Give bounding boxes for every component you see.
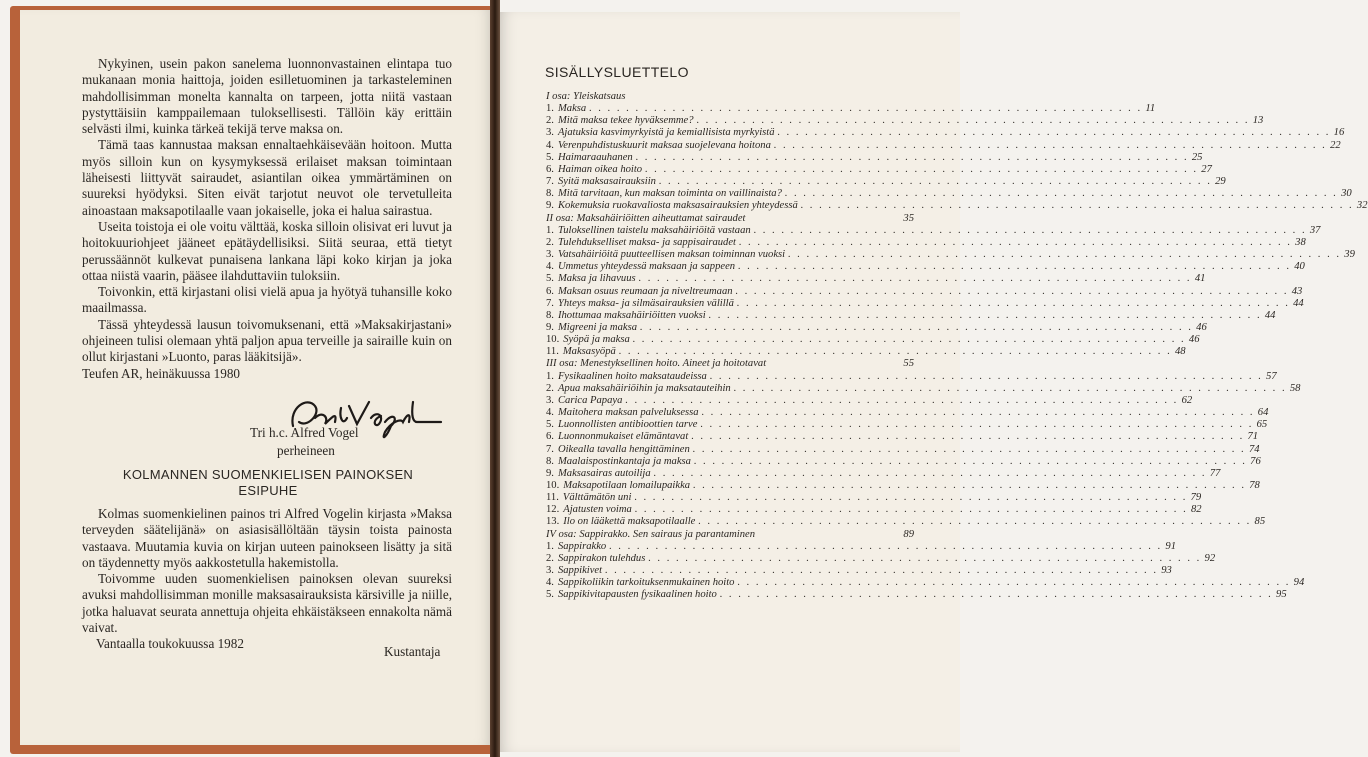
toc-leader-dots (734, 577, 1290, 589)
toc-entry-label: Maksapotilaan lomailupaikka (563, 480, 691, 491)
toc-page-number: 76 (1250, 455, 1261, 467)
toc-page-number: 95 (1276, 589, 1287, 601)
toc-entry-number: 7. (546, 176, 554, 188)
toc-entry-number: 11. (546, 346, 559, 358)
toc-entry-row (546, 419, 1268, 431)
toc-leader-dots (775, 127, 1331, 139)
toc-leader-dots (622, 395, 1178, 407)
toc-entry-label: Ajatuksia kasvimyrkyistä ja kemiallisista myrkyistä (557, 127, 775, 139)
table-of-contents (546, 91, 1368, 602)
toc-entry-row (546, 565, 1172, 577)
toc-entry-number: 4. (546, 261, 554, 273)
toc-entry-row (546, 346, 1186, 358)
toc-entry-label: Haimaraauhanen (557, 151, 633, 163)
toc-page-number: 92 (1204, 552, 1216, 564)
toc-entry-number: 5. (546, 419, 554, 431)
toc-entry-label: Mitä maksa tekee hyväksemme? (557, 115, 694, 127)
toc-leader-dots (636, 273, 1192, 285)
toc-page-number: 55 (903, 358, 914, 370)
book-gutter (490, 0, 500, 757)
toc-entry-row (546, 273, 1206, 285)
signature-name: Tri h.c. Alfred Vogel (250, 425, 359, 440)
toc-entry-number: 1. (546, 370, 554, 382)
third-edition-body (82, 506, 452, 653)
toc-entry-number: 1. (546, 224, 554, 236)
toc-leader-dots (602, 565, 1158, 577)
toc-entry-label: III osa: Menestyksellinen hoito. Aineet ja hoitotavat (546, 358, 767, 370)
toc-entry-label: I osa: Yleiskatsaus (546, 91, 626, 102)
toc-entry-number: 7. (546, 443, 554, 455)
toc-leader-dots (771, 140, 1327, 152)
foreword-paragraph-3: Useita toistoja ei ole voitu välttää, koska silloin olisivat eri luvut ja hoitokuuriohjeet jääneet epätäydellisiksi. Siitä seuraa, että tietyt perussäännöt kulkevat punaisena lankana läpi koko kirjan ja joka ottaa niistä vaarin, pääsee ilahduttaviin tuloksiin. (82, 218, 452, 283)
toc-entry-label: Fysikaalinen hoito maksataudeissa (557, 370, 707, 382)
toc-page-number: 41 (1194, 273, 1206, 285)
toc-entry-number: 2. (546, 115, 554, 127)
toc-entry-row (546, 492, 1202, 504)
toc-entry-label: Sappikivitapausten fysikaalinen hoito (557, 589, 717, 601)
toc-entry-label: Apua maksahäiriöihin ja maksatauteihin (557, 382, 731, 394)
toc-entry-row (546, 516, 1266, 528)
toc-entry-label: Luonnonmukaiset elämäntavat (557, 431, 689, 443)
foreword-paragraph-4: Toivonkin, että kirjastani olisi vielä apua ja hyötyä tuhansille koko maailmassa. (82, 284, 452, 316)
foreword-body (82, 56, 452, 382)
toc-entry-label: Välttämätön uni (562, 492, 632, 504)
toc-entry-label: Yhteys maksa- ja silmäsairauksien välillä (557, 297, 734, 309)
toc-entry-number: 4. (546, 407, 554, 419)
toc-page-number: 27 (1201, 163, 1212, 175)
toc-entry-number: 1. (546, 540, 554, 552)
toc-entry-row (546, 200, 1368, 212)
toc-leader-dots (717, 589, 1273, 601)
toc-entry-row (546, 577, 1305, 589)
toc-entry-row (546, 394, 1193, 407)
third-edition-heading-line2: ESIPUHE (238, 483, 298, 498)
toc-entry-label: Syöpä ja maksa (563, 334, 630, 346)
toc-page-number: 77 (1209, 467, 1221, 479)
toc-page-number: 78 (1249, 480, 1260, 491)
toc-entry-row (546, 224, 1321, 237)
toc-entry-label: IV osa: Sappirakko. Sen sairaus ja parantaminen (546, 528, 756, 540)
toc-entry-number: 9. (546, 467, 554, 479)
toc-entry-row (546, 139, 1341, 152)
foreword-paragraph-5: Tässä yhteydessä lausun toivomuksenani, että »Maksakirjastani» ohjeineen tulisi olemaan yhtä paljon apua terveille ja sairaille kuin on ollut kirjastani »Luonto, paras lääkitsijä». (82, 316, 452, 365)
toc-page-number: 32 (1356, 200, 1368, 212)
third-edition-heading (82, 467, 454, 499)
toc-entry-label: Sappikoliikin tarkoituksenmukainen hoito (557, 577, 735, 589)
toc-page-number: 94 (1293, 577, 1305, 589)
toc-page-number: 58 (1289, 382, 1301, 394)
toc-leader-dots (798, 200, 1354, 212)
toc-entry-number: 3. (546, 249, 554, 261)
toc-page-number: 38 (1295, 236, 1306, 248)
toc-entry-row (546, 407, 1269, 419)
toc-leader-dots (707, 371, 1263, 383)
toc-page-number: 46 (1188, 334, 1200, 346)
toc-entry-row (546, 176, 1226, 188)
toc-leader-dots (694, 115, 1250, 127)
toc-entry-label: Luonnollisten antibioottien tarve (557, 419, 698, 431)
toc-page-number: 37 (1309, 224, 1321, 236)
toc-entry-number: 6. (546, 285, 554, 297)
toc-entry-number: 10. (546, 480, 560, 491)
toc-entry-row (546, 443, 1260, 456)
toc-entry-row (546, 188, 1352, 200)
toc-entry-label: Mitä tarvitaan, kun maksan toiminta on vaillinaista? (557, 188, 782, 200)
toc-leader-dots (630, 334, 1186, 346)
third-edition-heading-line1: KOLMANNEN SUOMENKIELISEN PAINOKSEN (122, 467, 414, 482)
toc-page-number: 93 (1161, 565, 1172, 577)
toc-entry-label: Maksan osuus reumaan ja niveltreumaan (557, 285, 733, 297)
toc-leader-dots (637, 322, 1193, 334)
toc-page-number: 82 (1190, 504, 1202, 516)
toc-page-number: 64 (1257, 407, 1269, 419)
toc-leader-dots (735, 261, 1291, 273)
toc-entry-label: Syitä maksasairauksiin (557, 176, 656, 188)
toc-title: SISÄLLYSLUETTELO (545, 64, 689, 80)
toc-entry-label: Maksasyöpä (562, 346, 616, 358)
toc-entry-number: 2. (546, 236, 554, 248)
toc-leader-dots (782, 188, 1338, 200)
toc-entry-row (546, 334, 1200, 346)
toc-leader-dots (642, 164, 1198, 176)
third-edition-paragraph-1: Kolmas suomenkielinen painos tri Alfred Vogelin kirjasta »Maksa terveyden säätelijänä» on asiasisällöltään täysin toista painosta vastaava. Muutamia kuvia on kirjan uuteen painokseen lisätty ja sitä on täydennetty myös aakkostetulla hakemistolla. (82, 506, 452, 570)
toc-entry-number: 2. (546, 382, 554, 394)
toc-part-row (546, 91, 914, 103)
toc-entry-number: 8. (546, 309, 554, 321)
toc-leader-dots (734, 298, 1290, 310)
toc-entry-number: 3. (546, 127, 554, 139)
toc-entry-number: 12. (546, 504, 560, 516)
toc-entry-label: Tulehdukselliset maksa- ja sappisairaudet (557, 236, 736, 248)
toc-leader-dots (645, 553, 1201, 565)
toc-leader-dots (785, 249, 1341, 261)
toc-entry-row (546, 552, 1216, 565)
foreword-paragraph-2: Tämä taas kannustaa maksan ennaltaehkäisevään hoitoon. Mutta myös silloin kun on kysymyksessä erilaiset maksan toimintaan läheisesti liittyvät sairaudet, asiantilan oikea ymmärtäminen on suureksi hyödyksi. Siten eivät tarjotut neuvot ole tervetulleita ainoastaan maksapotilaalle vaan jokaiselle, joka ei halua sairastua. (82, 137, 452, 218)
foreword-paragraph-1: Nykyinen, usein pakon sanelema luonnonvastainen elintapa tuo mukanaan monia haittoja, joiden esilletuominen ja tarkasteleminen mahdollisimman monelta kannalta on tarpeen, jotta niitä vastaan pystyttäisiin kamppailemaan tuloksellisesti. Tällöin käy erittäin selvästi ilmi, kuinka tärkeä tekijä terve maksa on. (82, 56, 452, 137)
toc-leader-dots (695, 516, 1251, 528)
toc-page-number: 22 (1330, 139, 1341, 151)
toc-page-number: 85 (1254, 516, 1266, 528)
toc-entry-number: 6. (546, 431, 554, 443)
toc-entry-label: Maksa (557, 103, 587, 115)
toc-entry-row (546, 261, 1305, 273)
toc-entry-label: Kokemuksia ruokavaliosta maksasairauksien yhteydessä (557, 200, 798, 212)
toc-entry-number: 5. (546, 589, 554, 601)
toc-entry-number: 11. (546, 492, 559, 504)
toc-page-number: 44 (1293, 297, 1304, 309)
toc-page-number: 57 (1266, 370, 1277, 382)
toc-entry-row (546, 431, 1259, 443)
toc-entry-label: Carica Papaya (557, 394, 623, 406)
toc-entry-label: Maalaispostinkantaja ja maksa (557, 455, 691, 467)
toc-entry-label: Sappirakon tulehdus (557, 552, 646, 564)
toc-entry-number: 6. (546, 163, 554, 175)
toc-entry-label: Ihottumaa maksahäiriöitten vuoksi (557, 309, 706, 321)
toc-entry-row (546, 115, 1264, 127)
toc-page-number: 89 (903, 528, 914, 540)
toc-page-number: 39 (1344, 249, 1355, 261)
toc-entry-row (546, 455, 1261, 468)
toc-leader-dots (690, 480, 1246, 492)
toc-entry-label: Ilo on lääkettä maksapotilaalle (563, 516, 696, 528)
toc-page-number: 25 (1191, 151, 1203, 163)
toc-entry-row (546, 540, 1176, 553)
toc-entry-number: 2. (546, 552, 554, 564)
toc-entry-row (546, 321, 1207, 334)
toc-entry-label: Ajatusten voima (563, 504, 632, 516)
toc-leader-dots (631, 492, 1187, 504)
toc-entry-number: 10. (546, 334, 560, 346)
toc-page-number: 48 (1175, 346, 1186, 358)
toc-entry-row (546, 480, 1260, 492)
toc-entry-row (546, 249, 1355, 261)
toc-page-number: 74 (1248, 443, 1260, 455)
toc-leader-dots (633, 152, 1189, 164)
toc-page-number: 30 (1341, 188, 1352, 200)
toc-entry-row (546, 370, 1277, 383)
toc-leader-dots (586, 103, 1142, 115)
toc-page-number: 46 (1196, 321, 1207, 333)
toc-entry-number: 4. (546, 577, 554, 589)
toc-entry-label: Ummetus yhteydessä maksaan ja sappeen (557, 261, 736, 273)
toc-entry-number: 13. (546, 516, 560, 528)
toc-leader-dots (699, 407, 1255, 419)
toc-entry-row (546, 285, 1303, 298)
toc-entry-number: 5. (546, 151, 554, 163)
toc-page-number: 40 (1294, 261, 1305, 273)
third-edition-dateline: Vantaalla toukokuussa 1982 (96, 636, 244, 652)
toc-leader-dots (691, 456, 1247, 468)
toc-entry-row (546, 163, 1212, 176)
toc-entry-number: 9. (546, 321, 554, 333)
toc-entry-number: 8. (546, 188, 554, 200)
toc-entry-label: Migreeni ja maksa (557, 321, 637, 333)
toc-page-number: 35 (903, 212, 914, 224)
toc-entry-row (546, 382, 1301, 395)
toc-entry-number: 3. (546, 565, 554, 577)
toc-leader-dots (688, 431, 1244, 443)
toc-entry-row (546, 309, 1276, 322)
toc-entry-label: Maitohera maksan palveluksessa (557, 407, 699, 419)
toc-entry-label: Verenpuhdistuskuurit maksaa suojelevana hoitona (557, 139, 771, 151)
toc-part-row (546, 529, 914, 541)
toc-entry-row (546, 103, 1156, 115)
toc-entry-row (546, 151, 1203, 164)
toc-page-number: 65 (1256, 419, 1268, 431)
toc-page-number: 44 (1264, 309, 1276, 321)
toc-page-number: 43 (1291, 285, 1303, 297)
third-edition-paragraph-2: Toivomme uuden suomenkielisen painoksen olevan suureksi avuksi mahdollisimman monille maksasairauksista kärsiville ja niille, jotka haluavat seurata annettuja ohjeita ehkäistäkseen ennakolta nämä vaivat. (82, 571, 452, 636)
toc-leader-dots (656, 176, 1212, 188)
toc-page-number: 29 (1215, 176, 1226, 188)
toc-entry-row (546, 297, 1304, 310)
toc-page-number: 11 (1145, 103, 1156, 115)
toc-entry-number: 8. (546, 455, 554, 467)
toc-entry-row (546, 467, 1221, 480)
toc-leader-dots (706, 310, 1262, 322)
toc-page-number: 71 (1247, 431, 1259, 443)
toc-entry-number: 1. (546, 103, 554, 115)
toc-entry-row (546, 236, 1306, 249)
toc-entry-label: Haiman oikea hoito (557, 163, 643, 175)
toc-page-number: 79 (1190, 492, 1202, 504)
toc-entry-number: 7. (546, 297, 554, 309)
toc-leader-dots (616, 346, 1172, 358)
toc-entry-label: II osa: Maksahäiriöitten aiheuttamat sairaudet (546, 212, 746, 224)
toc-leader-dots (736, 237, 1292, 249)
toc-entry-label: Vatsahäiriöitä puutteellisen maksan toiminnan vuoksi (557, 249, 786, 261)
toc-leader-dots (632, 504, 1188, 516)
signature-role: perheineen (277, 443, 335, 458)
toc-page-number: 91 (1165, 540, 1176, 552)
toc-leader-dots (697, 419, 1253, 431)
toc-page-number: 16 (1333, 127, 1345, 139)
toc-leader-dots (751, 225, 1307, 237)
toc-entry-number: 3. (546, 394, 554, 406)
toc-entry-row (546, 589, 1287, 601)
publisher-signoff: Kustantaja (384, 644, 441, 659)
toc-entry-row (546, 504, 1202, 516)
toc-part-row (546, 213, 914, 225)
toc-entry-label: Maksa ja lihavuus (557, 273, 636, 285)
toc-entry-label: Sappirakko (557, 540, 607, 552)
toc-entry-label: Sappikivet (557, 565, 603, 577)
toc-leader-dots (733, 286, 1289, 298)
toc-leader-dots (690, 444, 1246, 456)
toc-entry-label: Maksasairas autoilija (557, 467, 651, 479)
toc-leader-dots (651, 468, 1207, 480)
toc-entry-label: Oikealla tavalla hengittäminen (557, 443, 690, 455)
toc-entry-number: 4. (546, 139, 554, 151)
toc-leader-dots (606, 541, 1162, 553)
toc-entry-number: 9. (546, 200, 554, 212)
foreword-dateline: Teufen AR, heinäkuussa 1980 (82, 365, 241, 381)
toc-entry-number: 5. (546, 273, 554, 285)
toc-leader-dots (731, 383, 1287, 395)
toc-page-number: 13 (1252, 115, 1264, 127)
toc-entry-row (546, 127, 1345, 139)
toc-entry-label: Tuloksellinen taistelu maksahäiriöitä vastaan (557, 224, 751, 236)
toc-page-number: 62 (1181, 394, 1193, 406)
toc-part-row (546, 358, 914, 370)
